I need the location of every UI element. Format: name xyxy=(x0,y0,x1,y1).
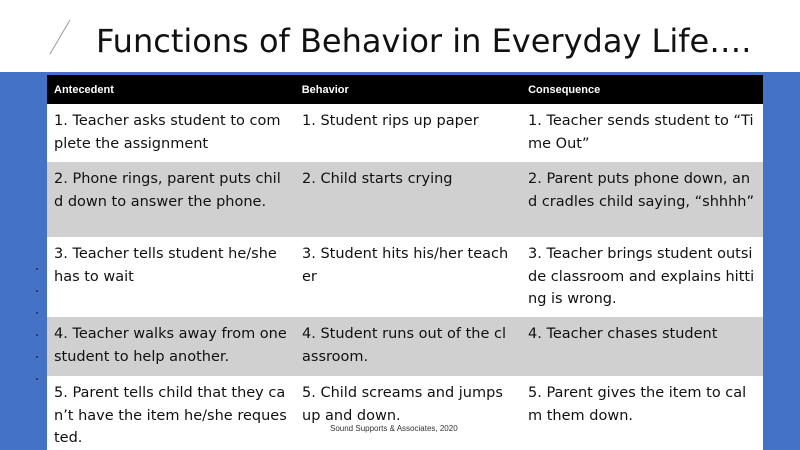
antecedent-cell: 3. Teacher tells student he/she has to wait xyxy=(54,246,277,285)
header-consequence: Consequence xyxy=(528,83,601,96)
table-row xyxy=(47,376,763,450)
page-title: Functions of Behavior in Everyday Life…. xyxy=(96,22,752,60)
antecedent-cell: 4. Teacher walks away from one student to help another. xyxy=(54,326,287,365)
consequence-cell: 1. Teacher sends student to “Time Out” xyxy=(528,113,754,152)
table-row xyxy=(47,162,763,237)
behavior-cell: 4. Student runs out of the classroom. xyxy=(302,326,506,365)
behavior-cell: 3. Student hits his/her teacher xyxy=(302,246,509,285)
table-row xyxy=(47,317,763,376)
consequence-cell: 3. Teacher brings student outside classroom and explains hitting is wrong. xyxy=(528,246,755,307)
table-row xyxy=(47,237,763,317)
table-row xyxy=(47,104,763,162)
consequence-cell: 5. Parent gives the item to calm them down. xyxy=(528,385,747,424)
antecedent-cell: 5. Parent tells child that they can’t have the item he/she requested. xyxy=(54,385,287,446)
decorative-slash-icon xyxy=(46,18,74,56)
footer-credit: Sound Supports & Associates, 2020 xyxy=(330,424,458,433)
behavior-cell: 1. Student rips up paper xyxy=(302,113,479,129)
antecedent-cell: 1. Teacher asks student to complete the assignment xyxy=(54,113,281,152)
table-header xyxy=(47,75,763,104)
behavior-cell: 2. Child starts crying xyxy=(302,171,453,187)
antecedent-cell: 2. Phone rings, parent puts child down to answer the phone. xyxy=(54,171,281,210)
header-behavior: Behavior xyxy=(301,83,349,96)
behavior-cell: 5. Child screams and jumps up and down. xyxy=(302,385,503,424)
decorative-dots xyxy=(34,268,40,398)
header-antecedent: Antecedent xyxy=(54,83,114,96)
abc-table xyxy=(47,75,763,450)
consequence-cell: 4. Teacher chases student xyxy=(528,326,718,342)
consequence-cell: 2. Parent puts phone down, and cradles child saying, “shhhh” xyxy=(528,171,754,210)
